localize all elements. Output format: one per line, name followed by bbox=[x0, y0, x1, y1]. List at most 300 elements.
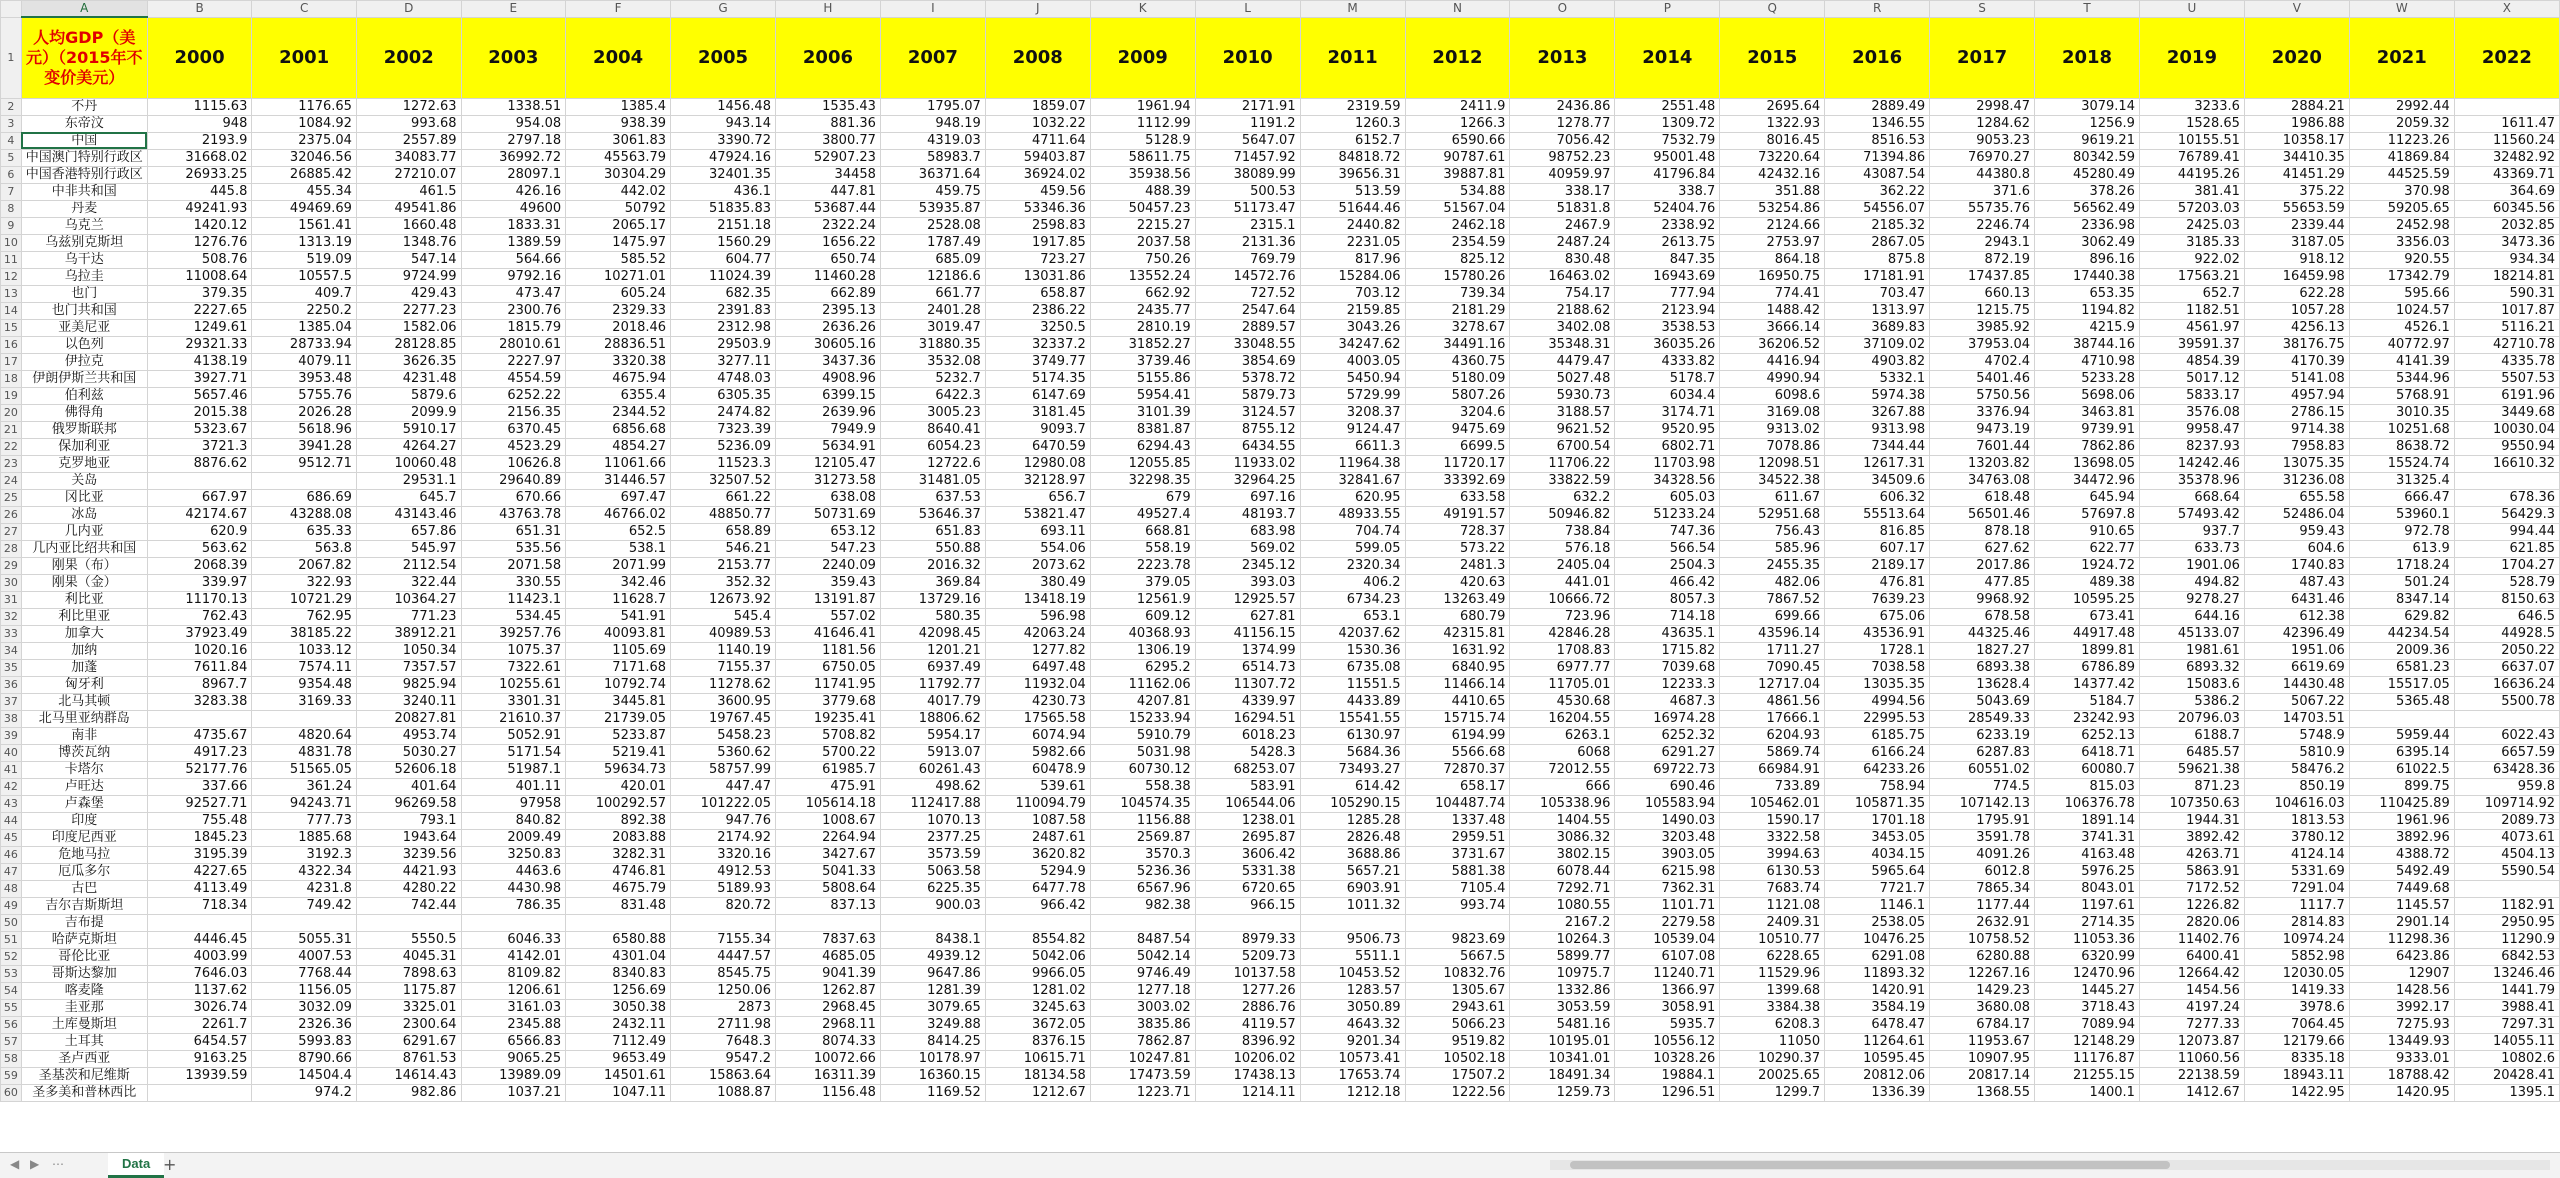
value-cell[interactable]: 106544.06 bbox=[1195, 795, 1300, 812]
value-cell[interactable]: 3800.77 bbox=[775, 132, 880, 149]
value-cell[interactable]: 6034.4 bbox=[1615, 387, 1720, 404]
value-cell[interactable]: 104616.03 bbox=[2244, 795, 2349, 812]
value-cell[interactable]: 420.01 bbox=[566, 778, 671, 795]
value-cell[interactable]: 20796.03 bbox=[2139, 710, 2244, 727]
country-name-cell[interactable]: 哈萨克斯坦 bbox=[21, 931, 147, 948]
value-cell[interactable]: 41796.84 bbox=[1615, 166, 1720, 183]
value-cell[interactable]: 651.83 bbox=[880, 523, 985, 540]
value-cell[interactable]: 14501.61 bbox=[566, 1067, 671, 1084]
value-cell[interactable]: 68253.07 bbox=[1195, 761, 1300, 778]
column-header-X[interactable]: X bbox=[2454, 1, 2559, 18]
row-header[interactable]: 24 bbox=[1, 472, 22, 489]
value-cell[interactable]: 1020.16 bbox=[147, 642, 252, 659]
value-cell[interactable]: 22995.53 bbox=[1825, 710, 1930, 727]
value-cell[interactable]: 44234.54 bbox=[2349, 625, 2454, 642]
value-cell[interactable]: 714.18 bbox=[1615, 608, 1720, 625]
value-cell[interactable]: 3124.57 bbox=[1195, 404, 1300, 421]
value-cell[interactable]: 26885.42 bbox=[252, 166, 357, 183]
value-cell[interactable]: 1631.92 bbox=[1405, 642, 1510, 659]
value-cell[interactable]: 8237.93 bbox=[2139, 438, 2244, 455]
value-cell[interactable]: 14242.46 bbox=[2139, 455, 2244, 472]
value-cell[interactable]: 17437.85 bbox=[1930, 268, 2035, 285]
country-name-cell[interactable]: 卢旺达 bbox=[21, 778, 147, 795]
value-cell[interactable]: 3174.71 bbox=[1615, 404, 1720, 421]
value-cell[interactable]: 12561.9 bbox=[1090, 591, 1195, 608]
value-cell[interactable]: 18943.11 bbox=[2244, 1067, 2349, 1084]
value-cell[interactable]: 3978.6 bbox=[2244, 999, 2349, 1016]
value-cell[interactable]: 2338.92 bbox=[1615, 217, 1720, 234]
value-cell[interactable]: 6566.83 bbox=[461, 1033, 566, 1050]
value-cell[interactable]: 1212.67 bbox=[985, 1084, 1090, 1101]
value-cell[interactable]: 2339.44 bbox=[2244, 217, 2349, 234]
value-cell[interactable]: 3026.74 bbox=[147, 999, 252, 1016]
value-cell[interactable]: 2345.12 bbox=[1195, 557, 1300, 574]
value-cell[interactable]: 1262.87 bbox=[775, 982, 880, 999]
value-cell[interactable]: 8979.33 bbox=[1195, 931, 1300, 948]
value-cell[interactable]: 7837.63 bbox=[775, 931, 880, 948]
value-cell[interactable]: 786.35 bbox=[461, 897, 566, 914]
value-cell[interactable]: 10510.77 bbox=[1720, 931, 1825, 948]
value-cell[interactable]: 53646.37 bbox=[880, 506, 985, 523]
value-cell[interactable]: 11223.26 bbox=[2349, 132, 2454, 149]
value-cell[interactable]: 29321.33 bbox=[147, 336, 252, 353]
row-header[interactable]: 49 bbox=[1, 897, 22, 914]
value-cell[interactable]: 4319.03 bbox=[880, 132, 985, 149]
country-name-cell[interactable]: 印度尼西亚 bbox=[21, 829, 147, 846]
value-cell[interactable]: 16636.24 bbox=[2454, 676, 2559, 693]
value-cell[interactable]: 43087.54 bbox=[1825, 166, 1930, 183]
value-cell[interactable]: 48933.55 bbox=[1300, 506, 1405, 523]
value-cell[interactable]: 6423.86 bbox=[2349, 948, 2454, 965]
value-cell[interactable]: 1399.68 bbox=[1720, 982, 1825, 999]
value-cell[interactable]: 97958 bbox=[461, 795, 566, 812]
value-cell[interactable]: 5808.64 bbox=[775, 880, 880, 897]
value-cell[interactable]: 1395.1 bbox=[2454, 1084, 2559, 1101]
value-cell[interactable]: 72870.37 bbox=[1405, 761, 1510, 778]
value-cell[interactable]: 7171.68 bbox=[566, 659, 671, 676]
country-name-cell[interactable]: 卢森堡 bbox=[21, 795, 147, 812]
value-cell[interactable]: 8414.25 bbox=[880, 1033, 985, 1050]
value-cell[interactable]: 6893.38 bbox=[1930, 659, 2035, 676]
value-cell[interactable]: 5360.62 bbox=[671, 744, 776, 761]
value-cell[interactable]: 1454.56 bbox=[2139, 982, 2244, 999]
value-cell[interactable]: 49191.57 bbox=[1405, 506, 1510, 523]
country-name-cell[interactable]: 几内亚比绍共和国 bbox=[21, 540, 147, 557]
value-cell[interactable] bbox=[775, 914, 880, 931]
value-cell[interactable]: 105290.15 bbox=[1300, 795, 1405, 812]
value-cell[interactable]: 475.91 bbox=[775, 778, 880, 795]
value-cell[interactable]: 6263.1 bbox=[1510, 727, 1615, 744]
value-cell[interactable]: 653.12 bbox=[775, 523, 880, 540]
value-cell[interactable]: 6470.59 bbox=[985, 438, 1090, 455]
value-cell[interactable]: 6068 bbox=[1510, 744, 1615, 761]
row-header[interactable]: 14 bbox=[1, 302, 22, 319]
value-cell[interactable]: 3473.36 bbox=[2454, 234, 2559, 251]
value-cell[interactable]: 10195.01 bbox=[1510, 1033, 1615, 1050]
value-cell[interactable]: 10792.74 bbox=[566, 676, 671, 693]
value-cell[interactable]: 8554.82 bbox=[985, 931, 1090, 948]
value-cell[interactable]: 500.53 bbox=[1195, 183, 1300, 200]
value-cell[interactable]: 10758.52 bbox=[1930, 931, 2035, 948]
country-name-cell[interactable]: 也门共和国 bbox=[21, 302, 147, 319]
value-cell[interactable]: 4227.65 bbox=[147, 863, 252, 880]
value-cell[interactable]: 60478.9 bbox=[985, 761, 1090, 778]
value-cell[interactable]: 7721.7 bbox=[1825, 880, 1930, 897]
year-header-cell[interactable]: 2000 bbox=[147, 17, 252, 98]
value-cell[interactable]: 56429.3 bbox=[2454, 506, 2559, 523]
value-cell[interactable]: 682.35 bbox=[671, 285, 776, 302]
value-cell[interactable]: 2181.29 bbox=[1405, 302, 1510, 319]
value-cell[interactable]: 11703.98 bbox=[1615, 455, 1720, 472]
value-cell[interactable]: 10137.58 bbox=[1195, 965, 1300, 982]
value-cell[interactable]: 12907 bbox=[2349, 965, 2454, 982]
value-cell[interactable]: 9619.21 bbox=[2035, 132, 2140, 149]
value-cell[interactable]: 32401.35 bbox=[671, 166, 776, 183]
value-cell[interactable]: 38744.16 bbox=[2035, 336, 2140, 353]
value-cell[interactable]: 3779.68 bbox=[775, 693, 880, 710]
row-header[interactable]: 28 bbox=[1, 540, 22, 557]
value-cell[interactable]: 5331.38 bbox=[1195, 863, 1300, 880]
value-cell[interactable]: 2968.45 bbox=[775, 999, 880, 1016]
value-cell[interactable]: 2300.64 bbox=[356, 1016, 461, 1033]
value-cell[interactable]: 3277.11 bbox=[671, 353, 776, 370]
value-cell[interactable]: 728.37 bbox=[1405, 523, 1510, 540]
value-cell[interactable]: 18491.34 bbox=[1510, 1067, 1615, 1084]
value-cell[interactable]: 5178.7 bbox=[1615, 370, 1720, 387]
value-cell[interactable]: 3749.77 bbox=[985, 353, 1090, 370]
value-cell[interactable]: 107350.63 bbox=[2139, 795, 2244, 812]
value-cell[interactable]: 105614.18 bbox=[775, 795, 880, 812]
value-cell[interactable]: 1445.27 bbox=[2035, 982, 2140, 999]
value-cell[interactable]: 60345.56 bbox=[2454, 200, 2559, 217]
value-cell[interactable]: 627.62 bbox=[1930, 540, 2035, 557]
value-cell[interactable]: 10264.3 bbox=[1510, 931, 1615, 948]
value-cell[interactable]: 1981.61 bbox=[2139, 642, 2244, 659]
row-header[interactable]: 60 bbox=[1, 1084, 22, 1101]
value-cell[interactable]: 442.02 bbox=[566, 183, 671, 200]
value-cell[interactable]: 4207.81 bbox=[1090, 693, 1195, 710]
value-cell[interactable]: 1105.69 bbox=[566, 642, 671, 659]
value-cell[interactable]: 12470.96 bbox=[2035, 965, 2140, 982]
value-cell[interactable]: 7865.34 bbox=[1930, 880, 2035, 897]
value-cell[interactable]: 754.17 bbox=[1510, 285, 1615, 302]
value-cell[interactable]: 3427.67 bbox=[775, 846, 880, 863]
value-cell[interactable]: 6294.43 bbox=[1090, 438, 1195, 455]
value-cell[interactable]: 44325.46 bbox=[1930, 625, 2035, 642]
value-cell[interactable]: 5976.25 bbox=[2035, 863, 2140, 880]
value-cell[interactable]: 1057.28 bbox=[2244, 302, 2349, 319]
value-cell[interactable]: 5507.53 bbox=[2454, 370, 2559, 387]
value-cell[interactable]: 5930.73 bbox=[1510, 387, 1615, 404]
value-cell[interactable]: 32128.97 bbox=[985, 472, 1090, 489]
value-cell[interactable]: 2391.83 bbox=[671, 302, 776, 319]
value-cell[interactable]: 550.88 bbox=[880, 540, 985, 557]
value-cell[interactable]: 352.32 bbox=[671, 574, 776, 591]
value-cell[interactable]: 1441.79 bbox=[2454, 982, 2559, 999]
value-cell[interactable]: 4263.71 bbox=[2139, 846, 2244, 863]
value-cell[interactable]: 5042.06 bbox=[985, 948, 1090, 965]
value-cell[interactable]: 2083.88 bbox=[566, 829, 671, 846]
value-cell[interactable]: 5017.12 bbox=[2139, 370, 2244, 387]
row-header[interactable]: 53 bbox=[1, 965, 22, 982]
value-cell[interactable]: 5684.36 bbox=[1300, 744, 1405, 761]
value-cell[interactable]: 8381.87 bbox=[1090, 421, 1195, 438]
value-cell[interactable]: 668.81 bbox=[1090, 523, 1195, 540]
value-cell[interactable]: 5481.16 bbox=[1510, 1016, 1615, 1033]
value-cell[interactable]: 6700.54 bbox=[1510, 438, 1615, 455]
value-cell[interactable]: 3161.03 bbox=[461, 999, 566, 1016]
value-cell[interactable]: 742.44 bbox=[356, 897, 461, 914]
value-cell[interactable]: 547.14 bbox=[356, 251, 461, 268]
value-cell[interactable]: 948 bbox=[147, 115, 252, 132]
value-cell[interactable]: 4903.82 bbox=[1825, 353, 1930, 370]
value-cell[interactable]: 2474.82 bbox=[671, 404, 776, 421]
value-cell[interactable]: 31273.58 bbox=[775, 472, 880, 489]
value-cell[interactable]: 6893.32 bbox=[2139, 659, 2244, 676]
value-cell[interactable]: 8876.62 bbox=[147, 455, 252, 472]
value-cell[interactable]: 535.56 bbox=[461, 540, 566, 557]
value-cell[interactable]: 32964.25 bbox=[1195, 472, 1300, 489]
value-cell[interactable]: 9354.48 bbox=[252, 676, 357, 693]
value-cell[interactable]: 3376.94 bbox=[1930, 404, 2035, 421]
value-cell[interactable]: 2124.66 bbox=[1720, 217, 1825, 234]
value-cell[interactable]: 42174.67 bbox=[147, 506, 252, 523]
value-cell[interactable]: 43536.91 bbox=[1825, 625, 1930, 642]
value-cell[interactable]: 3576.08 bbox=[2139, 404, 2244, 421]
value-cell[interactable]: 37109.02 bbox=[1825, 336, 1930, 353]
value-cell[interactable]: 646.5 bbox=[2454, 608, 2559, 625]
value-cell[interactable]: 29531.1 bbox=[356, 472, 461, 489]
value-cell[interactable]: 7344.44 bbox=[1825, 438, 1930, 455]
value-cell[interactable]: 2436.86 bbox=[1510, 98, 1615, 115]
value-cell[interactable]: 7112.49 bbox=[566, 1033, 671, 1050]
value-cell[interactable]: 5910.79 bbox=[1090, 727, 1195, 744]
value-cell[interactable]: 109714.92 bbox=[2454, 795, 2559, 812]
value-cell[interactable]: 1488.42 bbox=[1720, 302, 1825, 319]
value-cell[interactable]: 7090.45 bbox=[1720, 659, 1825, 676]
value-cell[interactable]: 7155.34 bbox=[671, 931, 776, 948]
value-cell[interactable]: 5500.78 bbox=[2454, 693, 2559, 710]
value-cell[interactable]: 6228.65 bbox=[1720, 948, 1825, 965]
value-cell[interactable]: 576.18 bbox=[1510, 540, 1615, 557]
value-cell[interactable]: 32841.67 bbox=[1300, 472, 1405, 489]
value-cell[interactable]: 10539.04 bbox=[1615, 931, 1720, 948]
row-header[interactable]: 50 bbox=[1, 914, 22, 931]
value-cell[interactable]: 3208.37 bbox=[1300, 404, 1405, 421]
value-cell[interactable]: 51567.04 bbox=[1405, 200, 1510, 217]
value-cell[interactable]: 2159.85 bbox=[1300, 302, 1405, 319]
value-cell[interactable]: 9647.86 bbox=[880, 965, 985, 982]
value-cell[interactable]: 5171.54 bbox=[461, 744, 566, 761]
value-cell[interactable]: 7646.03 bbox=[147, 965, 252, 982]
value-cell[interactable]: 606.32 bbox=[1825, 489, 1930, 506]
value-cell[interactable]: 13203.82 bbox=[1930, 455, 2035, 472]
value-cell[interactable]: 10247.81 bbox=[1090, 1050, 1195, 1067]
row-header[interactable]: 18 bbox=[1, 370, 22, 387]
value-cell[interactable]: 2215.27 bbox=[1090, 217, 1195, 234]
value-cell[interactable]: 92527.71 bbox=[147, 795, 252, 812]
value-cell[interactable]: 6054.23 bbox=[880, 438, 985, 455]
value-cell[interactable]: 528.79 bbox=[2454, 574, 2559, 591]
value-cell[interactable]: 42098.45 bbox=[880, 625, 985, 642]
value-cell[interactable]: 1226.82 bbox=[2139, 897, 2244, 914]
value-cell[interactable]: 699.66 bbox=[1720, 608, 1825, 625]
value-cell[interactable]: 3731.67 bbox=[1405, 846, 1510, 863]
value-cell[interactable]: 739.34 bbox=[1405, 285, 1510, 302]
row-header[interactable]: 39 bbox=[1, 727, 22, 744]
row-header[interactable]: 33 bbox=[1, 625, 22, 642]
value-cell[interactable]: 6166.24 bbox=[1825, 744, 1930, 761]
value-cell[interactable]: 4091.26 bbox=[1930, 846, 2035, 863]
value-cell[interactable]: 47924.16 bbox=[671, 149, 776, 166]
value-cell[interactable]: 41869.84 bbox=[2349, 149, 2454, 166]
value-cell[interactable]: 12722.6 bbox=[880, 455, 985, 472]
value-cell[interactable]: 7768.44 bbox=[252, 965, 357, 982]
value-cell[interactable]: 1422.95 bbox=[2244, 1084, 2349, 1101]
value-cell[interactable]: 3994.63 bbox=[1720, 846, 1825, 863]
value-cell[interactable]: 3437.36 bbox=[775, 353, 880, 370]
value-cell[interactable]: 1944.31 bbox=[2139, 812, 2244, 829]
value-cell[interactable]: 3282.31 bbox=[566, 846, 671, 863]
value-cell[interactable]: 2188.62 bbox=[1510, 302, 1615, 319]
value-cell[interactable]: 8109.82 bbox=[461, 965, 566, 982]
value-cell[interactable]: 3245.63 bbox=[985, 999, 1090, 1016]
value-cell[interactable]: 5634.91 bbox=[775, 438, 880, 455]
value-cell[interactable]: 872.19 bbox=[1930, 251, 2035, 268]
value-cell[interactable]: 585.52 bbox=[566, 251, 671, 268]
value-cell[interactable]: 7362.31 bbox=[1615, 880, 1720, 897]
value-cell[interactable]: 793.1 bbox=[356, 812, 461, 829]
value-cell[interactable]: 6856.68 bbox=[566, 421, 671, 438]
value-cell[interactable]: 2569.87 bbox=[1090, 829, 1195, 846]
value-cell[interactable]: 15780.26 bbox=[1405, 268, 1510, 285]
value-cell[interactable]: 6355.4 bbox=[566, 387, 671, 404]
value-cell[interactable]: 774.5 bbox=[1930, 778, 2035, 795]
value-cell[interactable]: 2151.18 bbox=[671, 217, 776, 234]
year-header-cell[interactable]: 2004 bbox=[566, 17, 671, 98]
value-cell[interactable]: 12098.51 bbox=[1720, 455, 1825, 472]
value-cell[interactable]: 668.64 bbox=[2139, 489, 2244, 506]
row-header[interactable]: 7 bbox=[1, 183, 22, 200]
value-cell[interactable]: 3185.33 bbox=[2139, 234, 2244, 251]
value-cell[interactable]: 3584.19 bbox=[1825, 999, 1930, 1016]
value-cell[interactable]: 1420.12 bbox=[147, 217, 252, 234]
country-name-cell[interactable]: 匈牙利 bbox=[21, 676, 147, 693]
value-cell[interactable]: 6078.44 bbox=[1510, 863, 1615, 880]
column-header-F[interactable]: F bbox=[566, 1, 671, 18]
value-cell[interactable] bbox=[461, 914, 566, 931]
value-cell[interactable]: 361.24 bbox=[252, 778, 357, 795]
row-header[interactable]: 27 bbox=[1, 523, 22, 540]
year-header-cell[interactable]: 2020 bbox=[2244, 17, 2349, 98]
value-cell[interactable]: 3721.3 bbox=[147, 438, 252, 455]
value-cell[interactable]: 26933.25 bbox=[147, 166, 252, 183]
value-cell[interactable]: 4990.94 bbox=[1720, 370, 1825, 387]
value-cell[interactable]: 1346.55 bbox=[1825, 115, 1930, 132]
value-cell[interactable]: 1259.73 bbox=[1510, 1084, 1615, 1101]
value-cell[interactable]: 5833.17 bbox=[2139, 387, 2244, 404]
value-cell[interactable]: 379.35 bbox=[147, 285, 252, 302]
value-cell[interactable]: 4335.78 bbox=[2454, 353, 2559, 370]
value-cell[interactable]: 3570.3 bbox=[1090, 846, 1195, 863]
value-cell[interactable]: 513.59 bbox=[1300, 183, 1405, 200]
value-cell[interactable]: 17563.21 bbox=[2139, 268, 2244, 285]
value-cell[interactable]: 1011.32 bbox=[1300, 897, 1405, 914]
value-cell[interactable]: 1332.86 bbox=[1510, 982, 1615, 999]
value-cell[interactable]: 1070.13 bbox=[880, 812, 985, 829]
value-cell[interactable]: 9163.25 bbox=[147, 1050, 252, 1067]
value-cell[interactable]: 622.77 bbox=[2035, 540, 2140, 557]
value-cell[interactable]: 1249.61 bbox=[147, 319, 252, 336]
value-cell[interactable]: 6842.53 bbox=[2454, 948, 2559, 965]
value-cell[interactable]: 2481.3 bbox=[1405, 557, 1510, 574]
value-cell[interactable]: 105583.94 bbox=[1615, 795, 1720, 812]
value-cell[interactable]: 6022.43 bbox=[2454, 727, 2559, 744]
value-cell[interactable] bbox=[2454, 98, 2559, 115]
value-cell[interactable]: 9958.47 bbox=[2139, 421, 2244, 438]
value-cell[interactable]: 16463.02 bbox=[1510, 268, 1615, 285]
value-cell[interactable]: 3187.05 bbox=[2244, 234, 2349, 251]
value-cell[interactable]: 13449.93 bbox=[2349, 1033, 2454, 1050]
value-cell[interactable]: 2943.1 bbox=[1930, 234, 2035, 251]
value-cell[interactable]: 816.85 bbox=[1825, 523, 1930, 540]
value-cell[interactable]: 3239.56 bbox=[356, 846, 461, 863]
value-cell[interactable]: 52951.68 bbox=[1720, 506, 1825, 523]
value-cell[interactable]: 7039.68 bbox=[1615, 659, 1720, 676]
value-cell[interactable]: 12148.29 bbox=[2035, 1033, 2140, 1050]
country-name-cell[interactable]: 圭亚那 bbox=[21, 999, 147, 1016]
value-cell[interactable]: 94243.71 bbox=[252, 795, 357, 812]
value-cell[interactable]: 19767.45 bbox=[671, 710, 776, 727]
value-cell[interactable]: 8545.75 bbox=[671, 965, 776, 982]
value-cell[interactable]: 11551.5 bbox=[1300, 676, 1405, 693]
value-cell[interactable]: 875.8 bbox=[1825, 251, 1930, 268]
value-cell[interactable]: 1951.06 bbox=[2244, 642, 2349, 659]
country-name-cell[interactable]: 克罗地亚 bbox=[21, 455, 147, 472]
value-cell[interactable]: 5879.6 bbox=[356, 387, 461, 404]
value-cell[interactable]: 2326.36 bbox=[252, 1016, 357, 1033]
column-header-N[interactable]: N bbox=[1405, 1, 1510, 18]
value-cell[interactable]: 8967.7 bbox=[147, 676, 252, 693]
value-cell[interactable]: 11720.17 bbox=[1405, 455, 1510, 472]
value-cell[interactable]: 6454.57 bbox=[147, 1033, 252, 1050]
value-cell[interactable]: 3301.31 bbox=[461, 693, 566, 710]
year-header-cell[interactable]: 2019 bbox=[2139, 17, 2244, 98]
value-cell[interactable]: 954.08 bbox=[461, 115, 566, 132]
value-cell[interactable]: 375.22 bbox=[2244, 183, 2349, 200]
value-cell[interactable]: 17181.91 bbox=[1825, 268, 1930, 285]
value-cell[interactable] bbox=[2454, 710, 2559, 727]
value-cell[interactable]: 28010.61 bbox=[461, 336, 566, 353]
value-cell[interactable]: 55653.59 bbox=[2244, 200, 2349, 217]
value-cell[interactable]: 652.5 bbox=[566, 523, 671, 540]
value-cell[interactable]: 7949.9 bbox=[775, 421, 880, 438]
value-cell[interactable]: 3169.33 bbox=[252, 693, 357, 710]
row-header[interactable]: 25 bbox=[1, 489, 22, 506]
value-cell[interactable]: 7648.3 bbox=[671, 1033, 776, 1050]
value-cell[interactable]: 459.75 bbox=[880, 183, 985, 200]
value-cell[interactable]: 4430.98 bbox=[461, 880, 566, 897]
value-cell[interactable]: 3953.48 bbox=[252, 370, 357, 387]
value-cell[interactable]: 920.55 bbox=[2349, 251, 2454, 268]
value-cell[interactable]: 5954.17 bbox=[880, 727, 985, 744]
value-cell[interactable]: 2227.65 bbox=[147, 302, 252, 319]
value-cell[interactable]: 938.39 bbox=[566, 115, 671, 132]
value-cell[interactable]: 1475.97 bbox=[566, 234, 671, 251]
value-cell[interactable]: 3010.35 bbox=[2349, 404, 2454, 421]
value-cell[interactable]: 6478.47 bbox=[1825, 1016, 1930, 1033]
value-cell[interactable]: 436.1 bbox=[671, 183, 776, 200]
